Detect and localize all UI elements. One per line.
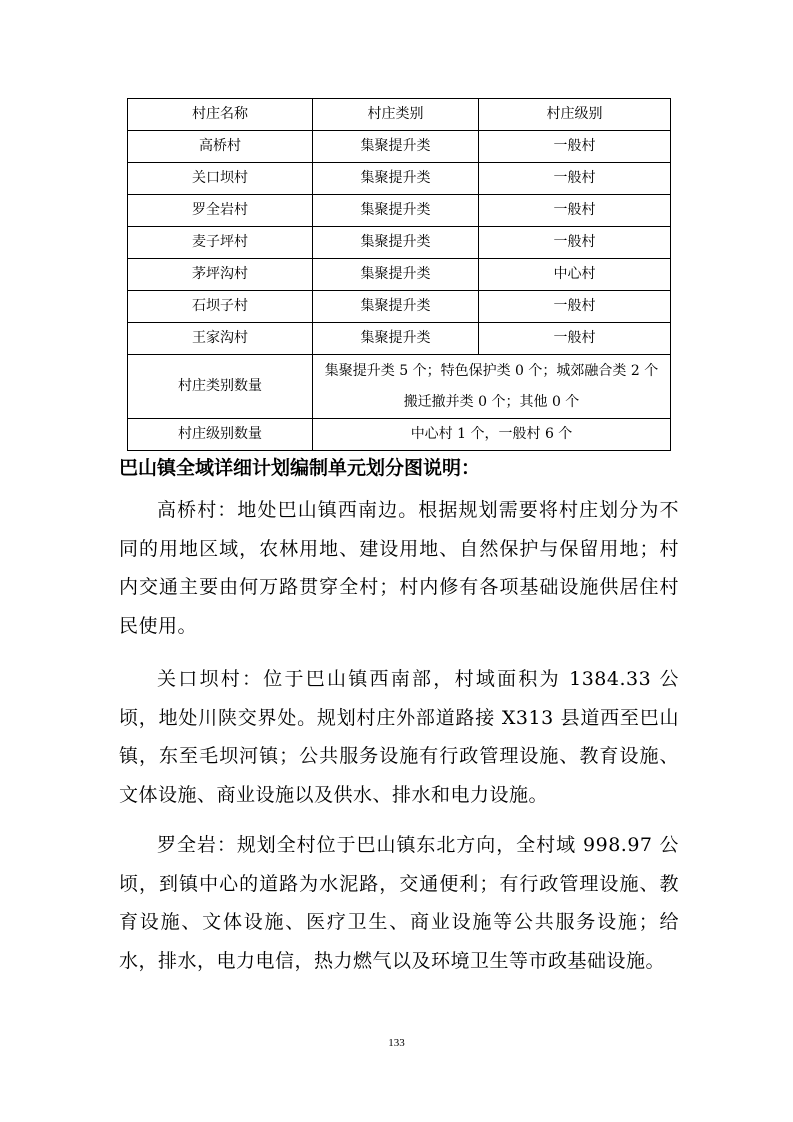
category-summary-value (313, 355, 671, 419)
table-row (128, 323, 671, 355)
village-classification-table (127, 98, 671, 451)
village-name-cell: 罗全岩村 (128, 195, 313, 227)
village-category-cell: 集聚提升类 (313, 291, 479, 323)
village-level-cell: 一般村 (479, 195, 671, 227)
paragraph-gaoqiao: 高桥村：地处巴山镇西南边。根据规划需要将村庄划分为不同的用地区域，农林用地、建设用地、自然保护与保留用地；村内交通主要由何万路贯穿全村；村内修有各项基础设施供居住村民使用。 (119, 499, 679, 637)
header-village-level: 村庄级别 (479, 99, 671, 131)
level-summary-label: 村庄级别数量 (128, 419, 313, 451)
village-name-cell: 麦子坪村 (128, 227, 313, 259)
paragraph-luoquanyan: 罗全岩：规划全村位于巴山镇东北方向，全村域 998.97 公顷，到镇中心的道路为水泥路，交通便利；有行政管理设施、教育设施、文体设施、医疗卫生、商业设施等公共服务设施；给水，排水，电力电信，热力燃气以及环境卫生等市政基础设施。 (119, 834, 679, 972)
village-name-cell: 高桥村 (128, 131, 313, 163)
table-row (128, 259, 671, 291)
village-category-cell: 集聚提升类 (313, 323, 479, 355)
section-title: 巴山镇全域详细计划编制单元划分图说明： (119, 457, 481, 479)
category-summary-line-1: 集聚提升类 5 个；特色保护类 0 个；城郊融合类 2 个 (324, 362, 659, 379)
village-level-cell: 一般村 (479, 291, 671, 323)
village-name-cell: 石坝子村 (128, 291, 313, 323)
village-level-cell: 一般村 (479, 163, 671, 195)
village-level-cell: 一般村 (479, 227, 671, 259)
level-summary-row (128, 419, 671, 451)
level-summary-value: 中心村 1 个，一般村 6 个 (313, 419, 671, 451)
page-number: 133 (388, 1037, 405, 1049)
header-village-name: 村庄名称 (128, 99, 313, 131)
village-level-cell: 一般村 (479, 323, 671, 355)
category-summary-label: 村庄类别数量 (128, 355, 313, 419)
table-row (128, 195, 671, 227)
header-village-category: 村庄类别 (313, 99, 479, 131)
village-category-cell: 集聚提升类 (313, 131, 479, 163)
village-name-cell: 王家沟村 (128, 323, 313, 355)
table-row (128, 163, 671, 195)
village-category-cell: 集聚提升类 (313, 163, 479, 195)
category-summary-line-2: 搬迁撤并类 0 个；其他 0 个 (403, 393, 580, 410)
table-row (128, 227, 671, 259)
village-name-cell: 茅坪沟村 (128, 259, 313, 291)
table-row (128, 291, 671, 323)
category-summary-row (128, 355, 671, 419)
village-category-cell: 集聚提升类 (313, 259, 479, 291)
village-category-cell: 集聚提升类 (313, 227, 479, 259)
table-row (128, 131, 671, 163)
table-header-row (128, 99, 671, 131)
village-level-cell: 中心村 (479, 259, 671, 291)
village-name-cell: 关口坝村 (128, 163, 313, 195)
village-category-cell: 集聚提升类 (313, 195, 479, 227)
village-level-cell: 一般村 (479, 131, 671, 163)
paragraph-guankouba: 关口坝村：位于巴山镇西南部，村域面积为 1384.33 公顷，地处川陕交界处。规划村庄外部道路接 X313 县道西至巴山镇，东至毛坝河镇；公共服务设施有行政管理设施、教育设施、文体设施、商业设施以及供水、排水和电力设施。 (119, 668, 679, 806)
